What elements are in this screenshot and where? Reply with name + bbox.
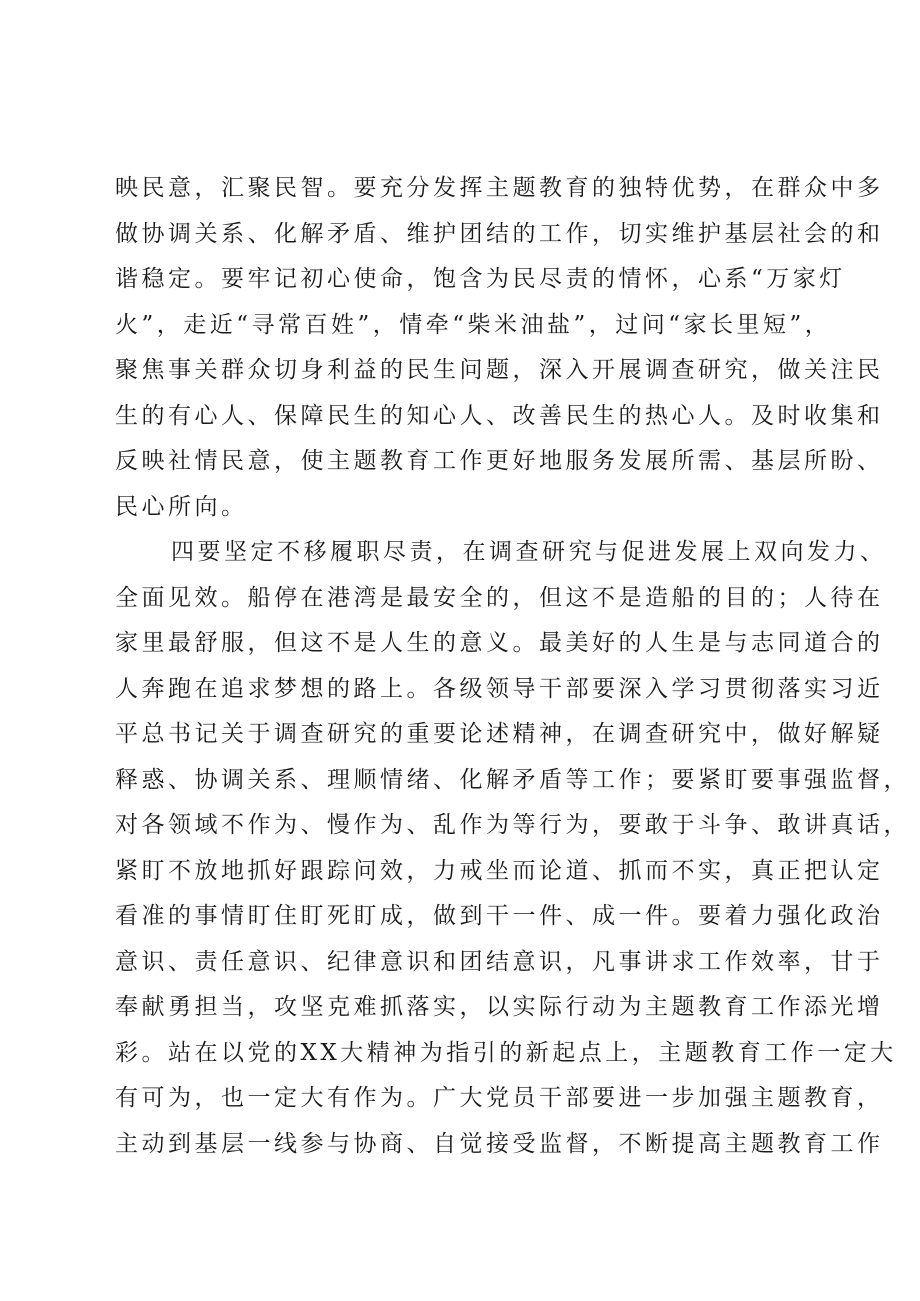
text-line: 家里最舒服，但这不是人生的意义。最美好的人生是与志同道合的 (115, 630, 884, 656)
text-line: 彩。站在以党的XX大精神为指引的新起点上，主题教育工作一定大 (115, 1039, 897, 1066)
text-line: 紧盯不放地抓好跟踪问效，力戒坐而论道、抓而不实，真正把认定 (115, 857, 884, 884)
paragraph-1 (115, 166, 884, 530)
text-line: 谐稳定。要牢记初心使命，饱含为民尽责的情怀，心系“万家灯 (115, 266, 846, 292)
paragraph-2 (115, 530, 910, 1167)
body-text (115, 166, 910, 1167)
text-line: 奉献勇担当，攻坚克难抓落实，以实际行动为主题教育工作添光增 (115, 994, 884, 1020)
text-line: 意识、责任意识、纪律意识和团结意识，凡事讲求工作效率，甘于 (115, 948, 884, 975)
text-line: 反映社情民意，使主题教育工作更好地服务发展所需、基层所盼、 (115, 448, 884, 474)
text-line: 释惑、协调关系、理顺情绪、化解矛盾等工作；要紧盯要事强监督， (115, 766, 910, 793)
text-line: 民心所向。 (115, 493, 248, 520)
text-line: 做协调关系、化解矛盾、维护团结的工作，切实维护基层社会的和 (115, 220, 884, 247)
text-line: 人奔跑在追求梦想的路上。各级领导干部要深入学习贯彻落实习近 (115, 675, 884, 702)
text-line: 全面见效。船停在港湾是最安全的，但这不是造船的目的；人待在 (115, 584, 884, 611)
text-line: 映民意，汇聚民智。要充分发挥主题教育的独特优势，在群众中多 (115, 175, 884, 201)
text-line: 对各领域不作为、慢作为、乱作为等行为，要敢于斗争、敢讲真话， (115, 812, 910, 838)
text-line: 火”，走近“寻常百姓”，情牵“柴米油盐”，过问“家长里短”， (115, 311, 832, 338)
text-line: 生的有心人、保障民生的知心人、改善民生的热心人。及时收集和 (115, 402, 884, 429)
text-line: 平总书记关于调查研究的重要论述精神，在调查研究中，做好解疑 (115, 721, 884, 747)
text-line: 看准的事情盯住盯死盯成，做到干一件、成一件。要着力强化政治 (115, 903, 884, 929)
text-line: 有可为，也一定大有作为。广大党员干部要进一步加强主题教育， (115, 1085, 884, 1111)
text-line: 四要坚定不移履职尽责，在调查研究与促进发展上双向发力、 (171, 539, 887, 565)
text-line: 主动到基层一线参与协商、自觉接受监督，不断提高主题教育工作 (115, 1130, 884, 1157)
text-line: 聚焦事关群众切身利益的民生问题，深入开展调查研究，做关注民 (115, 357, 884, 383)
